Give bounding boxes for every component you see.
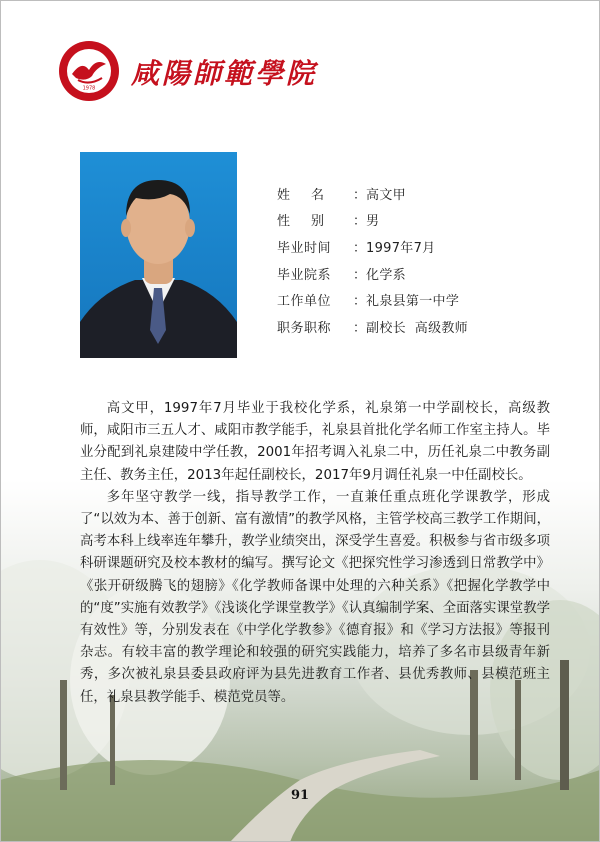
profile-value: 男 — [366, 214, 380, 230]
profile-label: 姓名 — [277, 187, 346, 203]
profile-row-department: 毕业院系 ： 化学系 — [277, 260, 468, 287]
biography-text — [80, 398, 550, 709]
profile-row-gender: 性别 ： 男 — [277, 207, 468, 234]
logo-year: 1978 — [82, 85, 96, 92]
profile-row-graduation-date: 毕业时间 ： 1997年7月 — [277, 233, 468, 260]
profile-value: 化学系 — [366, 267, 406, 283]
profile-value: 礼泉县第一中学 — [366, 294, 460, 310]
page-number: 91 — [290, 788, 310, 803]
profile-label: 性别 — [277, 214, 346, 230]
profile-value: 1997年7月 — [366, 240, 436, 256]
school-logo-icon — [58, 40, 120, 102]
person-portrait-icon — [80, 152, 237, 358]
profile-label: 毕业院系 — [277, 267, 332, 283]
profile-row-name: 姓名 ： 高文甲 — [277, 180, 468, 207]
profile-label: 工作单位 — [277, 294, 332, 310]
profile-value: 副校长 高级教师 — [366, 320, 468, 336]
school-name: 咸陽師範學院 — [131, 57, 318, 90]
profile-info-list — [277, 180, 468, 340]
profile-label: 职务职称 — [277, 320, 332, 336]
profile-value: 高文甲 — [366, 187, 406, 203]
profile-row-position: 职务职称 ： 副校长 高级教师 — [277, 313, 468, 340]
bio-paragraph: 高文甲，1997年7月毕业于我校化学系，礼泉第一中学副校长，高级教师，咸阳市三五人才、咸阳市教学能手，礼泉县首批化学名师工作室主持人。毕业分配到礼泉建陵中学任教，2001年招考调入礼泉二中，历任礼泉二中教务副主任、教务主任，2013年起任副校长，2017年9月调任礼泉一中任副校长。 — [80, 401, 550, 483]
portrait-photo — [80, 152, 237, 358]
bio-paragraph: 多年坚守教学一线，指导教学工作，一直兼任重点班化学课教学，形成了“以效为本、善于创新、富有激情”的教学风格，主管学校高三教学工作期间，高考本科上线率连年攀升，教学业绩突出，深受学生喜爱。积极参与省市级多项科研课题研究及校本教材的编写。撰写论文《把探究性学习渗透到日常教学中》《张开研级腾飞的翅膀》《化学教师备课中处理的六种关系》《把握化学教学中的“度”实施有效教学》《浅谈化学课堂教学》《认真编制学案、全面落实课堂教学有效性》等，分别发表在《中学化学教参》《德育报》和《学习方法报》等报刊杂志。有较丰富的教学理论和较强的研究实践能力，培养了多名市县级青年新秀，多次被礼泉县委县政府评为县先进教育工作者、县优秀教师、县模范班主任，礼泉县教学能手、模范党员等。 — [80, 489, 550, 705]
profile-row-workplace: 工作单位 ： 礼泉县第一中学 — [277, 286, 468, 313]
profile-label: 毕业时间 — [277, 240, 332, 256]
